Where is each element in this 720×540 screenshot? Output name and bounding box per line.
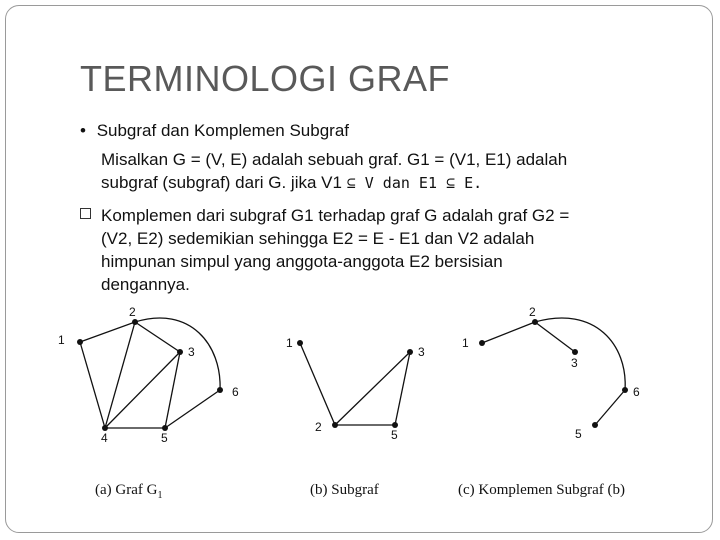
edge-1-2 <box>300 343 335 425</box>
vertex-3 <box>177 349 183 355</box>
edge-2-3 <box>535 322 575 352</box>
vertex-label-1: 1 <box>58 333 65 347</box>
edge-2-6 <box>535 318 625 390</box>
graph-subgraph-svg <box>270 300 450 450</box>
graph-complement-svg <box>440 300 670 450</box>
edge-1-2 <box>80 322 135 342</box>
caption-graph-g1 <box>95 482 162 501</box>
vertex-label-6: 6 <box>633 385 640 399</box>
complement-line-2: (V2, E2) sedemikian sehingga E2 = E - E1 dan V2 adalah <box>101 229 535 248</box>
vertex-label-3: 3 <box>571 356 578 370</box>
vertex-2 <box>532 319 538 325</box>
bullet-heading-row <box>80 121 349 141</box>
vertex-6 <box>217 387 223 393</box>
vertex-label-5: 5 <box>391 428 398 442</box>
vertex-label-2: 2 <box>529 305 536 319</box>
vertex-2 <box>332 422 338 428</box>
vertex-1 <box>297 340 303 346</box>
vertex-6 <box>622 387 628 393</box>
vertex-label-4: 4 <box>101 431 108 445</box>
edge-3-5 <box>165 352 180 428</box>
vertex-label-3: 3 <box>188 345 195 359</box>
vertex-label-3: 3 <box>418 345 425 359</box>
graph-g1 <box>40 300 260 450</box>
vertex-label-2: 2 <box>315 420 322 434</box>
graph-subgraph <box>270 300 450 450</box>
edge-6-5 <box>165 390 220 428</box>
vertex-label-1: 1 <box>462 336 469 350</box>
edge-1-2 <box>482 322 535 343</box>
vertex-label-5: 5 <box>575 427 582 441</box>
caption-graph-g1-text: (a) Graf G <box>95 482 158 498</box>
vertex-label-1: 1 <box>286 336 293 350</box>
definition-line-1: Misalkan G = (V, E) adalah sebuah graf. G1 = (V1, E1) adalah <box>101 150 568 169</box>
slide-title: TERMINOLOGI GRAF <box>80 58 451 99</box>
bullet-dot: • <box>80 121 86 140</box>
complement-line-3: himpunan simpul yang anggota-anggota E2 bersisian <box>101 252 503 271</box>
definition-math: ⊆ V dan E1 ⊆ E. <box>346 174 483 192</box>
vertex-1 <box>479 340 485 346</box>
vertex-label-6: 6 <box>232 385 239 399</box>
caption-complement: (c) Komplemen Subgraf (b) <box>458 482 626 498</box>
bullet-heading: Subgraf dan Komplemen Subgraf <box>96 121 350 140</box>
square-bullet-icon <box>80 208 91 219</box>
vertex-1 <box>77 339 83 345</box>
edge-6-5 <box>595 390 625 425</box>
edge-2-3 <box>135 322 180 352</box>
vertex-label-2: 2 <box>129 305 136 319</box>
complement-line-1: Komplemen dari subgraf G1 terhadap graf G adalah graf G2 = <box>101 206 570 225</box>
graph-complement <box>440 300 670 450</box>
edge-3-5 <box>395 352 410 425</box>
definition-line-2 <box>101 171 661 195</box>
vertex-5 <box>592 422 598 428</box>
definition-line-2-text: subgraf (subgraf) dari G. jika V1 <box>101 173 347 192</box>
edge-1-4 <box>80 342 105 428</box>
vertex-3 <box>572 349 578 355</box>
caption-subgraph: (b) Subgraf <box>310 482 379 498</box>
complement-paragraph <box>101 204 661 296</box>
vertex-3 <box>407 349 413 355</box>
edge-2-3 <box>335 352 410 425</box>
complement-line-4: dengannya. <box>101 275 190 294</box>
definition-paragraph <box>101 148 661 195</box>
graph-g1-svg <box>40 300 260 450</box>
vertex-2 <box>132 319 138 325</box>
caption-graph-g1-subscript: 1 <box>157 490 163 501</box>
vertex-label-5: 5 <box>161 431 168 445</box>
